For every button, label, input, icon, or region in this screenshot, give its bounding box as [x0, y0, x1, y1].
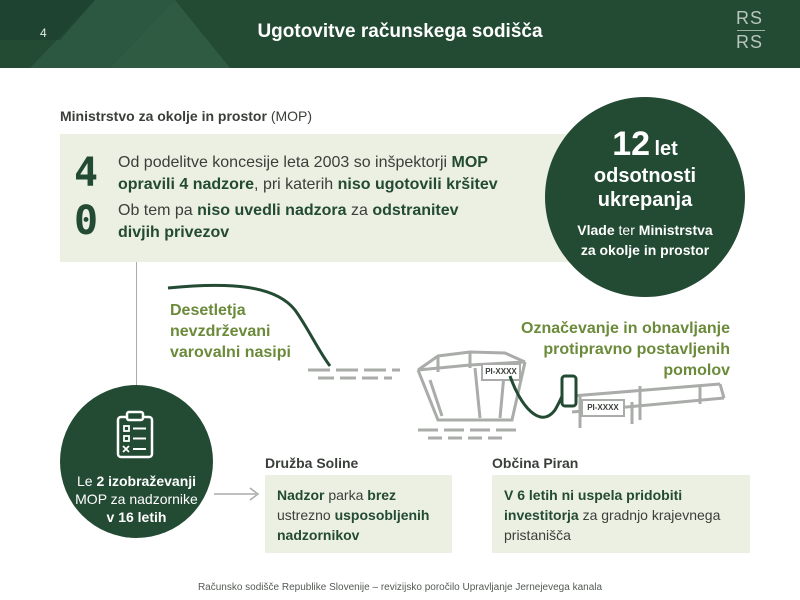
dikes-text-line-3: varovalni nasipi: [170, 344, 291, 361]
inaction-line-5: za okolje in prostor: [580, 242, 710, 258]
logo-bottom: RS: [736, 32, 764, 52]
card-piran-text-2: pristanišča: [504, 527, 571, 543]
card-piran-bold-2: investitorja: [504, 507, 579, 523]
mooring-text-line-3: pomolov: [663, 362, 730, 379]
mooring-bollard: [562, 376, 576, 406]
card-title-piran: Občina Piran: [492, 455, 579, 471]
boat-icon: [418, 352, 525, 420]
card-title-soline: Družba Soline: [265, 455, 359, 471]
fact-1-bold-c: niso ugotovili kršitev: [337, 176, 498, 193]
fact-1-text-b: , pri katerih: [254, 176, 338, 193]
training-circle: [60, 385, 213, 538]
pier-label: PI-XXXX: [587, 403, 619, 412]
dikes-text-line-1: Desetletja: [170, 302, 246, 319]
checklist-icon: [116, 411, 156, 459]
inaction-line-4-bold: Vlade: [577, 222, 615, 238]
mooring-text-line-1: Označevanje in obnavljanje: [521, 320, 730, 337]
training-line-2: MOP za nadzornike: [75, 491, 198, 507]
card-piran-bold-1: V 6 letih ni uspela pridobiti: [504, 487, 683, 503]
mooring-text-line-2: protipravno postavljenih: [543, 341, 730, 358]
footer: Računsko sodišče Republike Slovenije – revizijsko poročilo Upravljanje Jernejevega kanala: [197, 582, 603, 593]
fact-2-text-a: Ob tem pa: [118, 202, 198, 219]
card-soline-bold-4: nadzornikov: [277, 527, 360, 543]
fact-1-text-a: Od podelitve koncesije leta 2003 so inšpektorji: [118, 154, 452, 171]
training-line-1-text: Le: [76, 473, 97, 489]
section-title-bold: Ministrstvo za okolje in prostor: [60, 108, 267, 124]
fact-number-2: 0: [74, 198, 99, 244]
boat-label: PI-XXXX: [485, 367, 517, 376]
training-line-1: [60, 473, 213, 489]
page-title: Ugotovitve računskega sodišča: [257, 21, 543, 42]
fact-1-bold-b: opravili 4 nadzore: [118, 176, 255, 193]
fact-2-bold-a: niso uvedli nadzora: [197, 202, 347, 219]
training-line-1-bold: 2 izobraževanji: [96, 473, 197, 489]
card-soline-text-2: ustrezno: [277, 507, 335, 523]
card-soline-bold-2: brez: [367, 487, 397, 503]
fact-number-1: 4: [74, 150, 99, 196]
fact-2-text-b: za: [346, 202, 373, 219]
fact-2-bold-b: odstranitev: [372, 202, 459, 219]
training-line-3: v 16 letih: [106, 509, 167, 525]
logo-top: RS: [736, 8, 764, 28]
page-number: 4: [40, 26, 47, 40]
dikes-text-line-2: nevzdrževani: [170, 323, 271, 340]
card-piran: [492, 475, 750, 553]
fact-2-bold-c: divjih privezov: [118, 224, 230, 241]
card-soline: [265, 475, 452, 553]
section-title-suffix: (MOP): [270, 108, 313, 124]
inaction-line-3: ukrepanja: [597, 189, 693, 211]
inaction-number: 12: [612, 125, 651, 163]
inaction-line-4-text: ter: [614, 222, 639, 238]
mooring-rope: [510, 376, 568, 417]
card-soline-bold-1: Nadzor: [277, 487, 325, 503]
inaction-line-4-bold2: Ministrstva: [638, 222, 713, 238]
card-soline-text-1: parka: [324, 487, 368, 503]
inaction-unit: let: [654, 138, 678, 160]
fact-1-bold-a: MOP: [451, 154, 488, 171]
card-piran-text-1: za gradnjo krajevnega: [578, 507, 721, 523]
inaction-line-2: odsotnosti: [593, 165, 697, 187]
card-soline-bold-3: usposobljenih: [334, 507, 430, 523]
